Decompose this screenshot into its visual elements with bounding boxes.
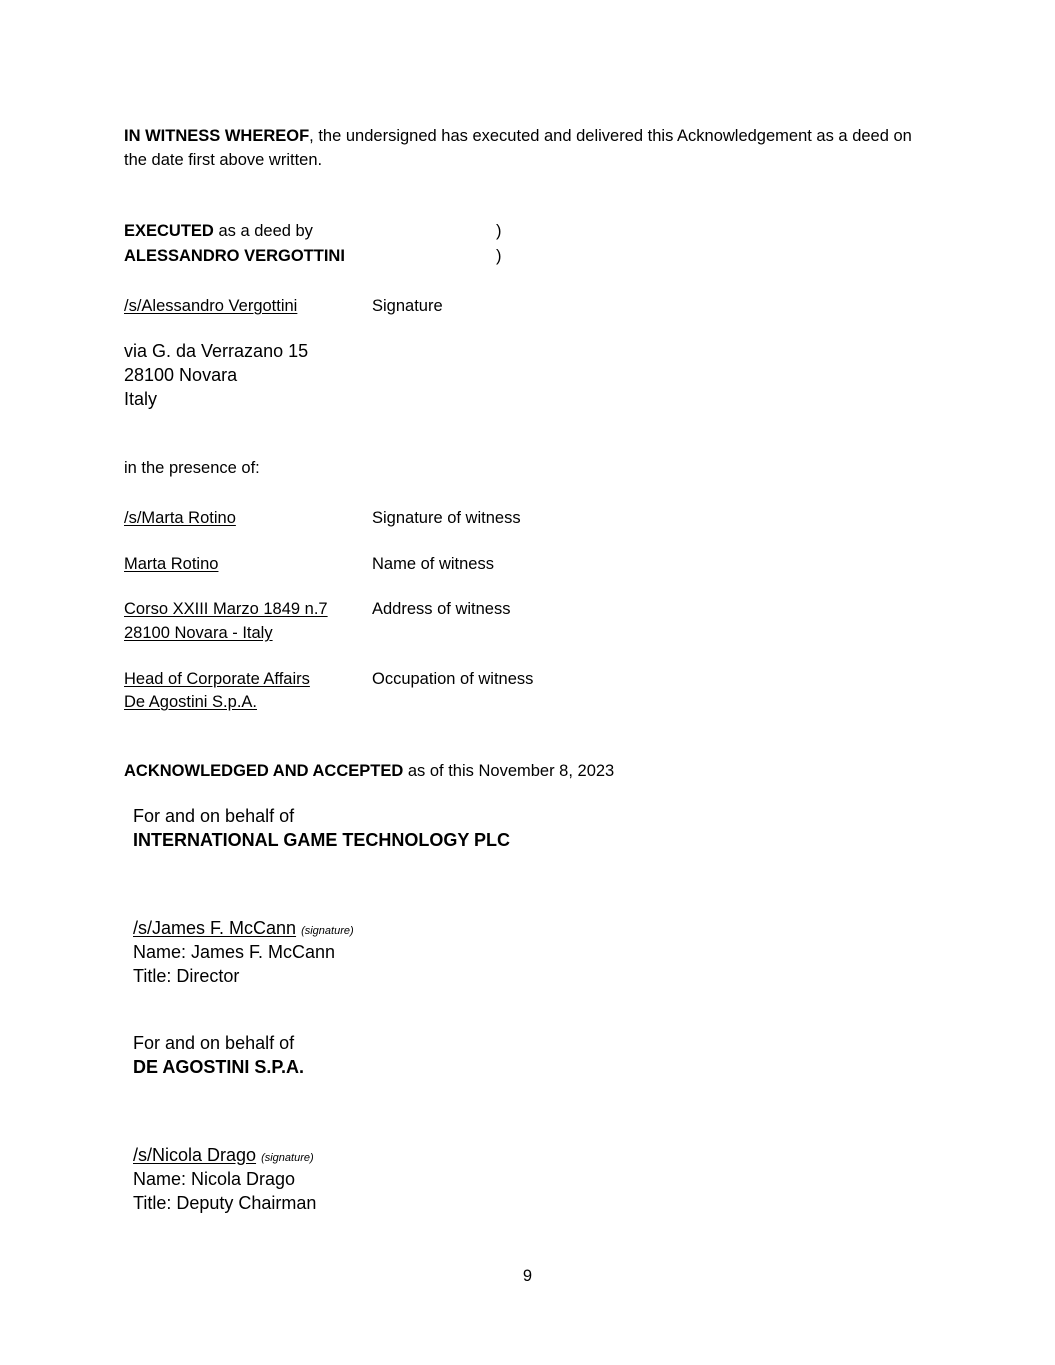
intro-bold: IN WITNESS WHEREOF: [124, 127, 310, 145]
witness-occupation-line-1: Head of Corporate Affairs: [124, 670, 310, 688]
executed-line: [124, 219, 313, 243]
party2-name: Name: Nicola Drago: [133, 1169, 296, 1189]
executor-signature: /s/Alessandro Vergottini: [124, 297, 298, 315]
witness-address-line-2: 28100 Novara - Italy: [124, 624, 273, 642]
witness-address-line-1: Corso XXIII Marzo 1849 n.7: [124, 600, 328, 618]
party2-company: DE AGOSTINI S.P.A.: [133, 1057, 305, 1077]
party2-signature-note: (signature): [261, 1152, 314, 1164]
witness-name-label: Name of witness: [372, 555, 494, 573]
party2-behalf: For and on behalf of: [133, 1033, 295, 1053]
intro-rest: , the undersigned has executed and delivered this Acknowledgement as a deed on: [309, 127, 912, 145]
bracket-1: ): [496, 222, 502, 240]
executor-name: ALESSANDRO VERGOTTINI: [124, 247, 345, 265]
witness-address-label: Address of witness: [372, 600, 511, 618]
witness-name: Marta Rotino: [124, 555, 219, 573]
intro-line-2: the date first above written.: [124, 151, 323, 169]
acknowledged-rest: as of this November 8, 2023: [403, 762, 615, 780]
executor-address-line-2: 28100 Novara: [124, 365, 238, 385]
party2-signature-line: [133, 1143, 314, 1170]
executor-address-line-1: via G. da Verrazano 15: [124, 341, 309, 361]
executor-address-line-3: Italy: [124, 389, 158, 409]
bracket-2: ): [496, 247, 502, 265]
acknowledged-line: [124, 759, 614, 783]
party1-company: INTERNATIONAL GAME TECHNOLOGY PLC: [133, 830, 511, 850]
acknowledged-bold: ACKNOWLEDGED AND ACCEPTED: [124, 762, 404, 780]
executor-signature-label: Signature: [372, 297, 443, 315]
party1-behalf: For and on behalf of: [133, 806, 295, 826]
witness-signature-label: Signature of witness: [372, 509, 521, 527]
page-number: 9: [522, 1267, 533, 1285]
party1-title: Title: Director: [133, 966, 240, 986]
party2-signature: /s/Nicola Drago: [133, 1145, 257, 1165]
witness-signature: /s/Marta Rotino: [124, 509, 236, 527]
witness-occupation-line-2: De Agostini S.p.A.: [124, 693, 257, 711]
party2-title: Title: Deputy Chairman: [133, 1193, 317, 1213]
executed-rest: as a deed by: [213, 222, 313, 240]
party1-name: Name: James F. McCann: [133, 942, 336, 962]
party1-signature: /s/James F. McCann: [133, 918, 297, 938]
presence-label: in the presence of:: [124, 459, 260, 477]
party1-signature-line: [133, 916, 354, 943]
intro-line-1: [124, 124, 912, 148]
party1-signature-note: (signature): [301, 925, 354, 937]
executed-bold: EXECUTED: [124, 222, 214, 240]
witness-occupation-label: Occupation of witness: [372, 670, 534, 688]
